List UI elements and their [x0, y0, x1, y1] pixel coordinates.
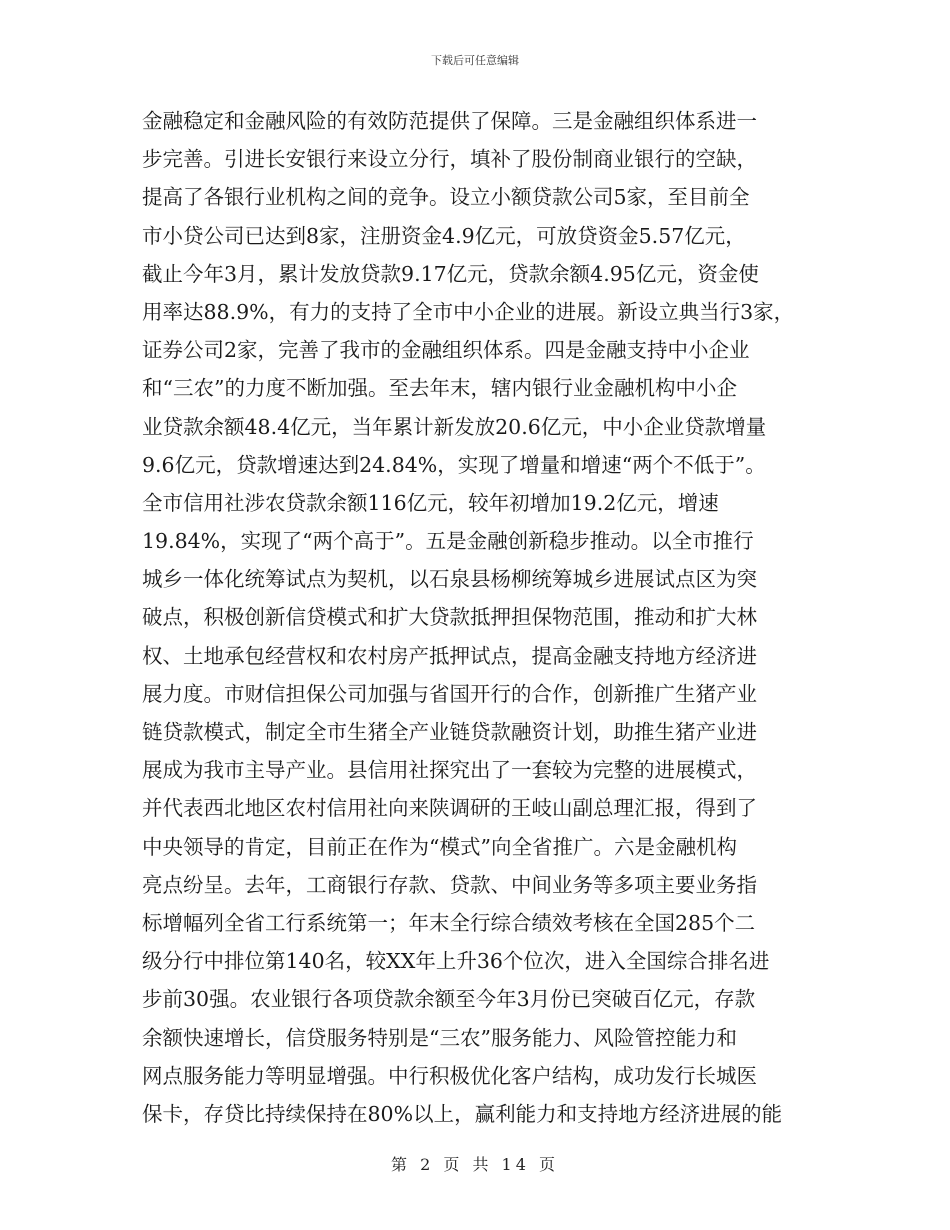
text-line: 证券公司2家，完善了我市的金融组织体系。四是金融支持中小企业 — [142, 338, 750, 363]
text-line: 标增幅列全省工行系统第一；年末全行综合绩效考核在全国285个二 — [142, 910, 756, 935]
text-line: 权、土地承包经营权和农村房产抵押试点，提高金融支持地方经济进 — [142, 643, 757, 668]
text-line: 全市信用社涉农贷款余额116亿元，较年初增加19.2亿元，增速 — [142, 490, 719, 515]
text-line: 和“三农”的力度不断加强。至去年末，辖内银行业金融机构中小企 — [142, 376, 737, 401]
text-line: 金融稳定和金融风险的有效防范提供了保障。三是金融组织体系进一 — [142, 109, 757, 133]
text-line: 截止今年3月，累计发放贷款9.17亿元，贷款余额4.95亿元，资金使 — [142, 261, 759, 286]
page-footer: 第 2 页 共 14 页 — [391, 1155, 559, 1174]
body-text — [142, 102, 822, 1133]
text-line: 亮点纷呈。去年，工商银行存款、贷款、中间业务等多项主要业务指 — [142, 872, 757, 897]
text-line: 级分行中排位第140名，较XX年上升36个位次，进入全国综合排名进 — [142, 949, 770, 974]
text-line: 步完善。引进长安银行来设立分行，填补了股份制商业银行的空缺， — [142, 147, 757, 172]
text-line: 破点，积极创新信贷模式和扩大贷款抵押担保物范围，推动和扩大林 — [142, 605, 757, 630]
text-line: 展力度。市财信担保公司加强与省国开行的合作，创新推广生猪产业 — [142, 681, 757, 706]
text-line: 9.6亿元，贷款增速达到24.84%，实现了增量和增速“两个不低于”。 — [142, 452, 766, 477]
text-line: 并代表西北地区农村信用社向来陕调研的王岐山副总理汇报，得到了 — [142, 796, 757, 821]
page-header: 下载后可任意编辑 — [431, 54, 519, 67]
text-line: 中央领导的肯定，目前正在作为“模式”向全省推广。六是金融机构 — [142, 834, 737, 859]
text-line: 保卡，存贷比持续保持在80%以上，赢利能力和支持地方经济进展的能 — [142, 1101, 783, 1126]
text-line: 余额快速增长，信贷服务特别是“三农”服务能力、风险管控能力和 — [142, 1025, 737, 1050]
text-line: 19.84%，实现了“两个高于”。五是金融创新稳步推动。以全市推行 — [142, 529, 754, 554]
text-line: 网点服务能力等明显增强。中行积极优化客户结构，成功发行长城医 — [142, 1063, 757, 1088]
text-line: 展成为我市主导产业。县信用社探究出了一套较为完整的进展模式， — [142, 758, 757, 783]
text-line: 步前30强。农业银行各项贷款余额至今年3月份已突破百亿元，存款 — [142, 987, 756, 1012]
text-line: 用率达88.9%，有力的支持了全市中小企业的进展。新设立典当行3家， — [142, 299, 795, 324]
text-line: 市小贷公司已达到8家，注册资金4.9亿元，可放贷资金5.57亿元， — [142, 223, 746, 248]
text-line: 链贷款模式，制定全市生猪全产业链贷款融资计划，助推生猪产业进 — [142, 720, 757, 744]
text-line: 城乡一体化统筹试点为契机，以石泉县杨柳统筹城乡进展试点区为突 — [142, 567, 757, 592]
text-line: 业贷款余额48.4亿元，当年累计新发放20.6亿元，中小企业贷款增量 — [142, 414, 767, 439]
text-line: 提高了各银行业机构之间的竞争。设立小额贷款公司5家，至目前全 — [142, 185, 750, 210]
